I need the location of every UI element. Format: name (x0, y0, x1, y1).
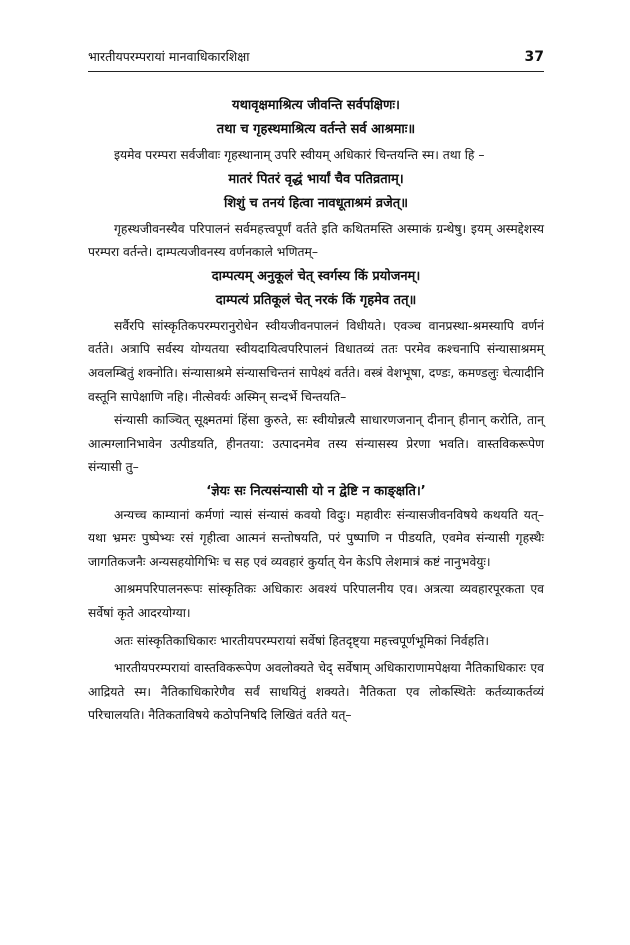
verse-line: दाम्पत्यम् अनुकूलं चेत् स्वर्गस्य किं प्रयोजनम्। (211, 268, 421, 284)
verse-1 (88, 94, 544, 142)
paragraph-4: संन्यासी काञ्चित् सूक्ष्मतमां हिंसा कुरुते, सः स्वीयोन्नत्यै साधारणजनान् दीनान् हीनान् करोति, तान् आत्मग्लानिभावेन उत्पीडयति, हीनतया: उत्पादनमेव तस्य संन्यासस्य प्रेरणा भवति। वास्तविकरूपेण संन्यासी तु– (88, 413, 544, 475)
verse-line: तथा च गृहस्थमाश्रित्य वर्तन्ते सर्व आश्रमाः॥ (216, 122, 416, 137)
verse-2 (88, 168, 544, 216)
paragraph-5: अन्यच्च काम्यानां कर्मणां न्यासं संन्यासं कवयो विदुः। महावीरः संन्यासजीवनविषये कथयति यत्– यथा भ्रमरः पुष्पेभ्यः रसं गृहीत्वा आत्मनं सन्तोषयति, परं पुष्पाणि न पीडयति, एवमेव संन्यासी गृहस्थैः जागतिकजनैः अन्यसहयोगिभिः च सह एवं व्यवहारं कुर्यात् येन केऽपि लेशमात्रं कष्टं नानुभवेयुः। (88, 507, 544, 569)
paragraph-2: गृहस्थजीवनस्यैव परिपालनं सर्वमहत्त्वपूर्णं वर्तते इति कथितमस्ति अस्माकं ग्रन्थेषु। इयम् अस्मद्देशस्य परम्परा वर्तन्ते। दाम्पत्यजीवनस्य वर्णनकाले भणितम्– (88, 221, 544, 260)
page-body (88, 94, 544, 728)
verse-line: दाम्पत्यं प्रतिकूलं चेत् नरकं किं गृहमेव तत्॥ (215, 292, 417, 308)
quote-line: ‘ज्ञेयः सः नित्यसंन्यासी यो न द्वेष्टि न काङ्क्षति।’ (206, 483, 426, 499)
verse-3 (88, 265, 544, 313)
paragraph-1: इयमेव परम्परा सर्वजीवाः गृहस्थानाम् उपरि स्वीयम् अधिकारं चिन्तयन्ति स्म। तथा हि – (114, 148, 485, 162)
running-header (88, 48, 544, 72)
verse-line: मातरं पितरं वृद्धं भार्यां चैव पतिव्रताम्। (228, 171, 404, 187)
paragraph-3: सर्वैरपि सांस्कृतिकपरम्परानुरोधेन स्वीयजीवनपालनं विधीयते। एवञ्च वानप्रस्था-श्रमस्यापि वर्णनं वर्तते। अत्रापि सर्वस्य योग्यतया स्वीयदायित्वपरिपालनं विधातव्यं ततः परमेव कश्चनापि संन्यासाश्रमम् अवलम्बितुं शक्नोति। संन्यासाश्रमे संन्यासचिन्तनं सापेक्ष्यं वर्तते। वस्त्रं वेशभूषा, दण्डः, कमण्डलुः चेत्यादीनि वस्तूनि सापेक्षाणि नहि। नीत्सेवर्यः अस्मिन् सन्दर्भे चिन्तयति– (88, 318, 544, 404)
paragraph-6: आश्रमपरिपालनरूपः सांस्कृतिकः अधिकारः अवश्यं परिपालनीय एव। अत्रत्या व्यवहारपूरकता एव सर्वेषां कृते आदरयोग्या। (88, 582, 544, 620)
page-number: 37 (524, 49, 544, 65)
verse-line: यथावृक्षमाश्रित्य जीवन्ति सर्वपक्षिणः। (232, 98, 400, 113)
verse-line: शिशुं च तनयं हित्वा नावधूताश्रमं व्रजेत्॥ (223, 195, 409, 211)
paragraph-7: अतः सांस्कृतिकाधिकारः भारतीयपरम्परायां सर्वेषां हितदृष्ट्या महत्त्वपूर्णभूमिकां निर्वहति। (114, 633, 489, 648)
paragraph-8: भारतीयपरम्परायां वास्तविकरूपेण अवलोक्यते चेद् सर्वेषाम् अधिकाराणामपेक्षया नैतिकाधिकारः एव आद्रियते स्म। नैतिकाधिकारेणैव सर्वं साधयितुं शक्यते। नैतिकता एव लोकस्थितेः कर्तव्याकर्तव्यं परिचालयति। नैतिकताविषये कठोपनिषदि लिखितं वर्तते यत्– (88, 661, 544, 723)
header-title: भारतीयपरम्परायां मानवाधिकारशिक्षा (88, 49, 250, 64)
